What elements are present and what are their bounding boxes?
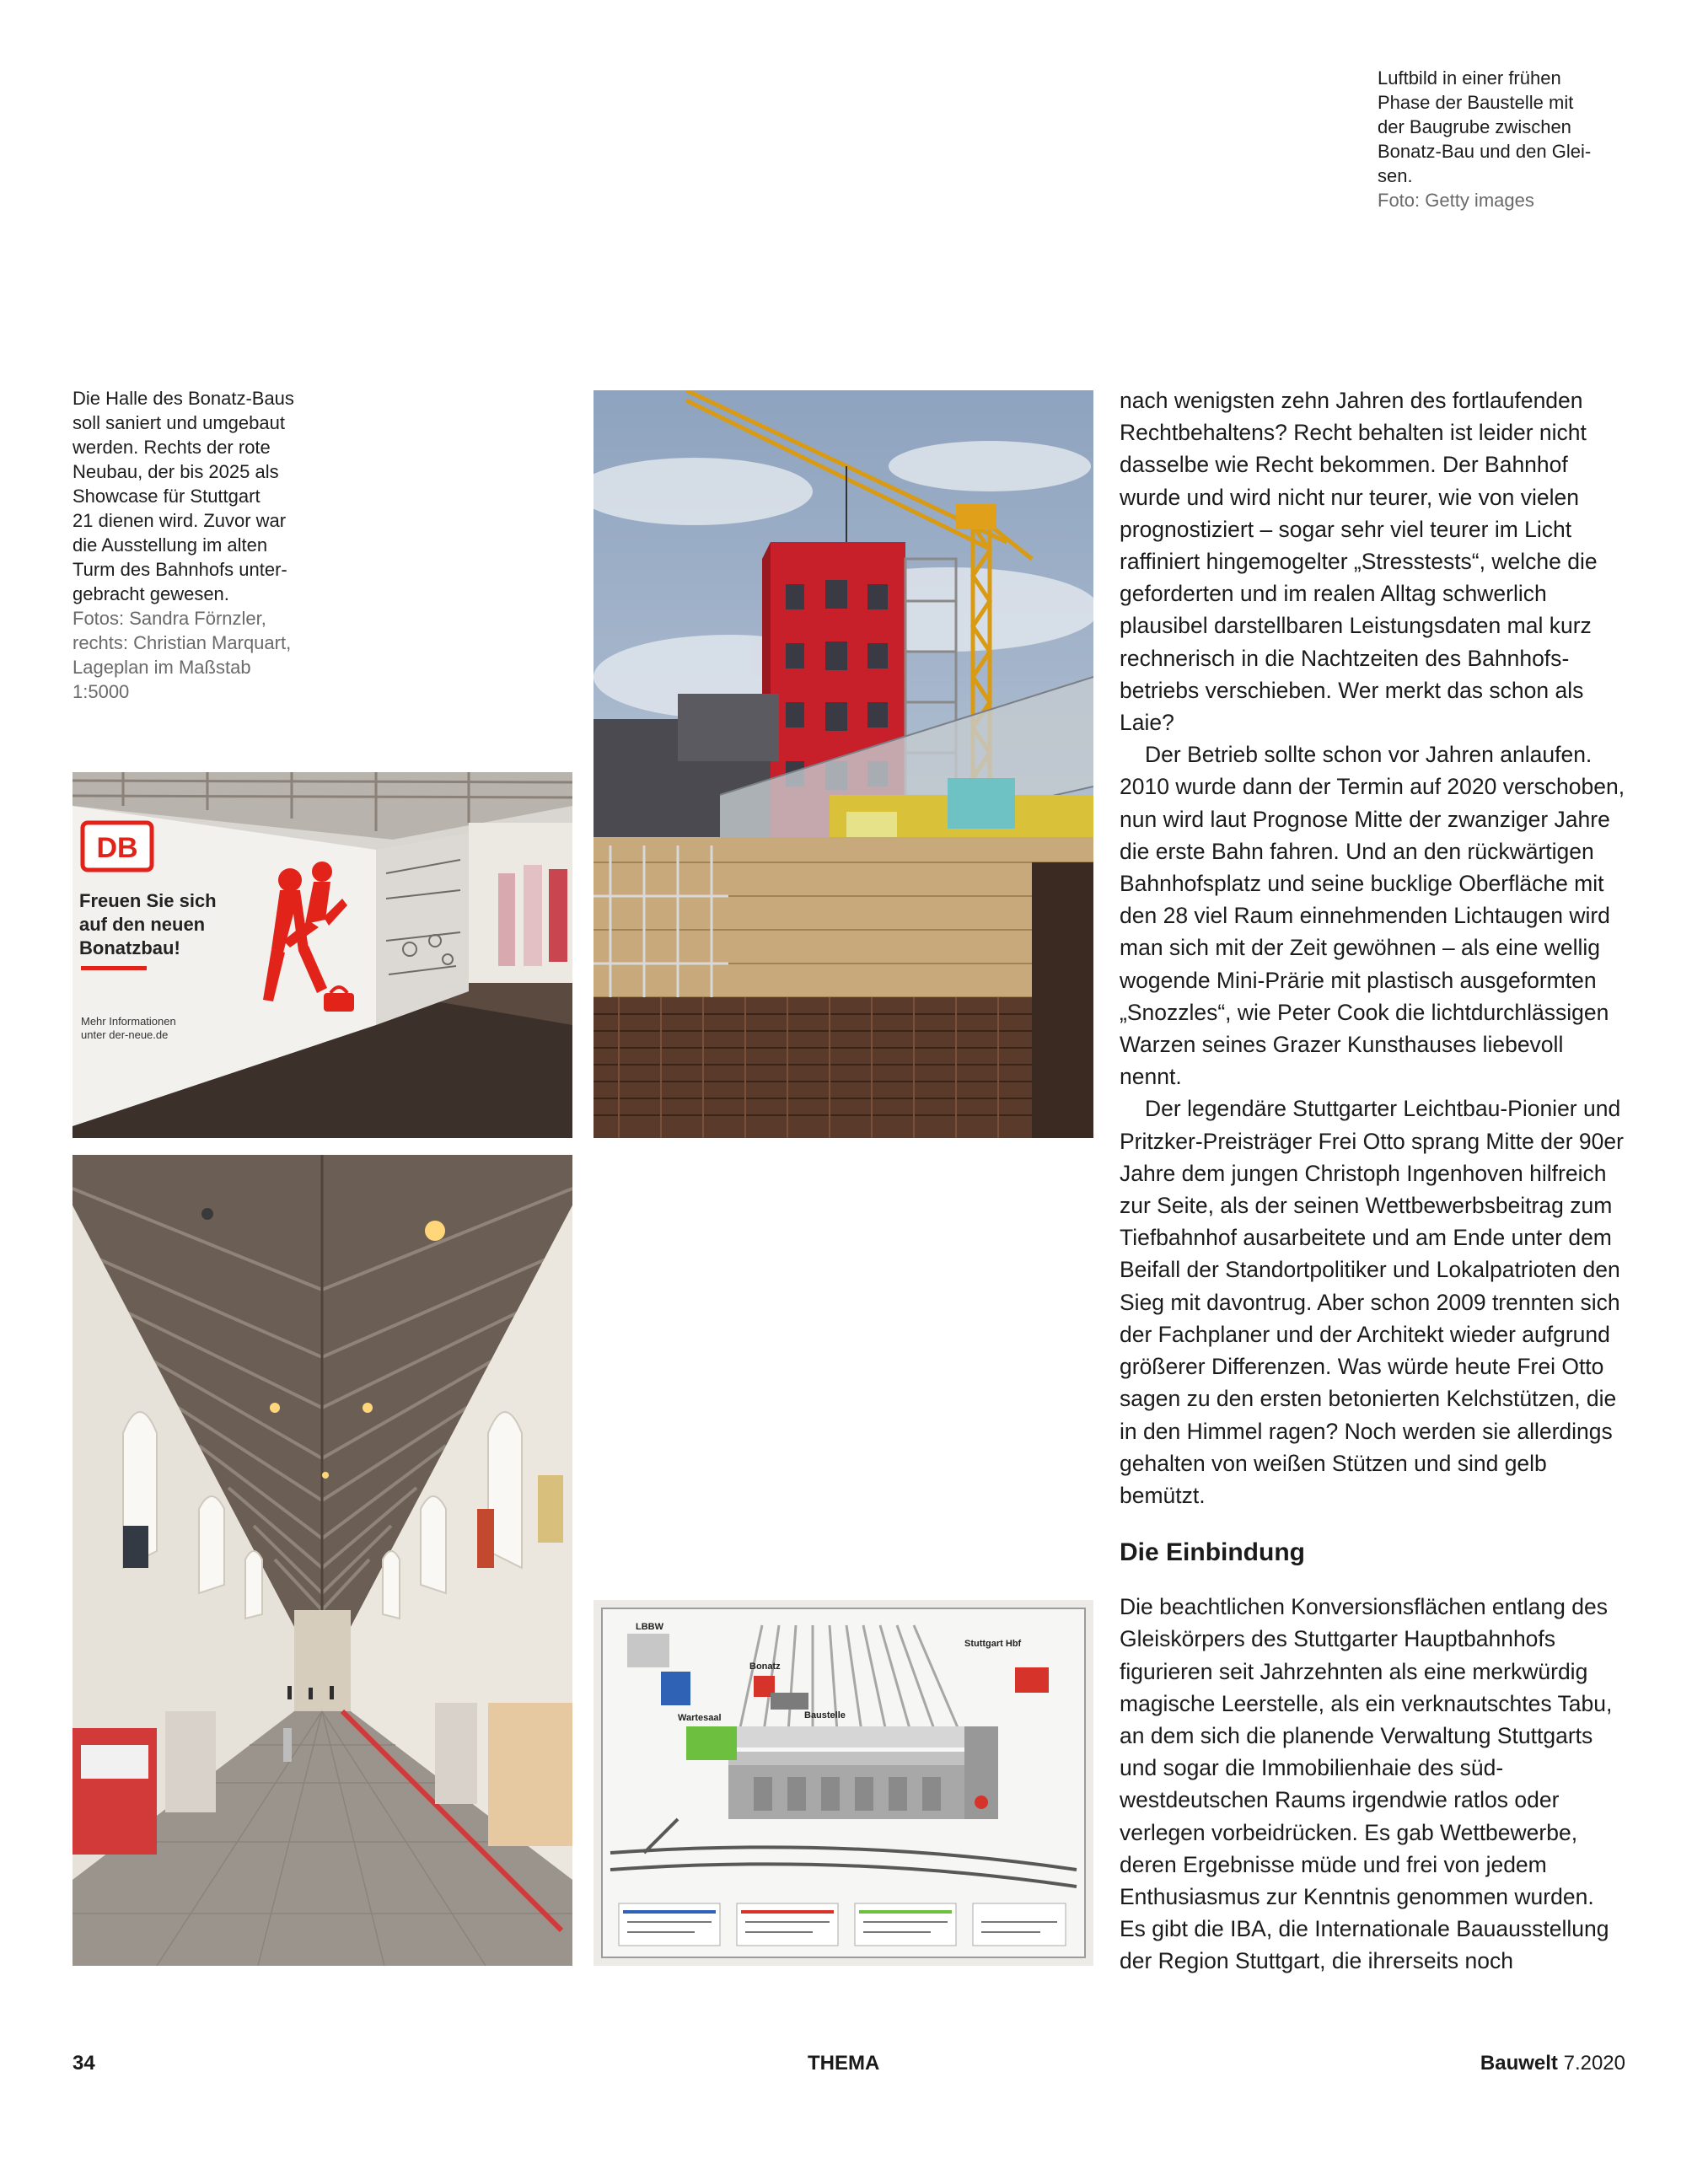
caption-line: Turm des Bahnhofs unter- — [73, 559, 287, 580]
caption-line: Showcase für Stuttgart — [73, 486, 260, 507]
section-label-text: THEMA — [808, 2052, 880, 2075]
caption-bonatz-hall — [73, 386, 325, 704]
magazine-name: Bauwelt — [1480, 2052, 1558, 2075]
caption-line: Die Halle des Bonatz-Baus — [73, 388, 294, 409]
siteplan-label: LBBW — [636, 1622, 663, 1632]
hoarding-info-line: Mehr Informationen — [81, 1015, 176, 1028]
caption-line: die Ausstellung im alten — [73, 534, 268, 556]
photo-site-plan — [594, 1600, 1093, 1966]
section-label — [808, 2050, 879, 2077]
siteplan-label: Baustelle — [804, 1710, 846, 1720]
photo-credit-line: 1:5000 — [73, 681, 130, 702]
caption-line: Bonatz-Bau und den Glei- — [1378, 141, 1592, 162]
hoarding-headline-line: auf den neuen — [79, 914, 206, 935]
body-paragraph: Die beachtlichen Konversionsflächen entlang des Gleiskörpers des Stuttgarter Hauptbahnhofs figurieren seit Jahrzehnten als eine merkwürdig magische Leerstelle, als ein verknautschtes Tabu, an dem sich die planende Verwaltung Stuttgarts und sogar die Immobilienhaie des südwestdeutschen Raums irgendwie ratlos oder verlegen vorbeidrücken. Es gab Wettbewerbe, deren Ergebnisse müde und frei von jedem Enthusiasmus zur Kenntnis genommen wurden. Es gibt die IBA, die Internationale Bauausstellung der Region Stuttgart, die ihrerseits noch — [1120, 1594, 1613, 1974]
body-paragraph: Der Betrieb sollte schon vor Jahren anlaufen. 2010 wurde dann der Termin auf 2020 verschoben, nun wird laut Prognose Mitte der zwanziger Jahre die erste Bahn fahren. Und an den rückwärtigen Bahnhofsplatz und seine bucklige Oberfläche mit den 28 viel Raum einnehmenden Lichtaugen wird man sich mit der Zeit gewöhnen – als eine wellig wogende Mini-Prärie mit plastisch ausgeformten „Snozzles“, wie Peter Cook die lichtdurchlässigen Warzen seines Grazer Kunsthauses liebevoll nennt. — [1120, 742, 1625, 1090]
caption-line: Luftbild in einer frühen — [1378, 67, 1561, 89]
caption-line: werden. Rechts der rote — [73, 437, 271, 458]
caption-line: 21 dienen wird. Zuvor war — [73, 510, 287, 531]
siteplan-label: Bonatz — [749, 1661, 781, 1672]
hoarding-headline-line: Bonatzbau! — [79, 937, 180, 958]
article-body — [1120, 384, 1625, 1978]
photo-credit-line: Fotos: Sandra Förnzler, — [73, 608, 266, 629]
siteplan-label: Wartesaal — [678, 1713, 722, 1723]
photo-credit-line: Lageplan im Maßstab — [73, 657, 251, 678]
page-number — [73, 2050, 95, 2077]
hoarding-headline-line: Freuen Sie sich — [79, 890, 217, 911]
caption-aerial-photo — [1378, 66, 1630, 212]
siteplan-label: Stuttgart Hbf — [964, 1639, 1022, 1649]
caption-line: der Baugrube zwischen — [1378, 116, 1571, 137]
body-paragraph: Der legendäre Stuttgarter Leichtbau-Pionier und Pritzker-Preisträger Frei Otto sprang Mitte der 90er Jahre dem jungen Christoph Ingenhoven hilfreich zur Seite, als der seinen Wettbewerbsbeitrag zum Tiefbahnhof ausarbeitete und am Ende unter dem Beifall der Standortpolitiker und Lokalpatrioten den Sieg mit davontrug. Aber schon 2009 trennten sich der Fachplaner und der Architekt wieder aufgrund größerer Differenzen. Was würde heute Frei Otto sagen zu den ersten betonierten Kelchstützen, die in den Himmel ragen? Noch werden sie allerdings gehalten von weißen Stützen und sind gelb bemützt. — [1120, 1096, 1624, 1508]
photo-credit: Foto: Getty images — [1378, 190, 1534, 211]
issue-number: 7.2020 — [1563, 2052, 1625, 2075]
caption-line: Phase der Baustelle mit — [1378, 92, 1574, 113]
caption-line: soll saniert und umgebaut — [73, 412, 285, 433]
caption-line: Neubau, der bis 2025 als — [73, 461, 279, 482]
photo-db-hoarding — [73, 772, 572, 1138]
caption-line: gebracht gewesen. — [73, 583, 229, 604]
hoarding-info-line: unter der-neue.de — [81, 1028, 169, 1041]
db-logo-text: DB — [96, 832, 138, 864]
photo-credit-line: rechts: Christian Marquart, — [73, 632, 292, 653]
caption-line: sen. — [1378, 165, 1413, 186]
body-paragraph: nach wenigsten zehn Jahren des fortlaufenden Rechtbehaltens? Recht behalten ist leider nicht dasselbe wie Recht bekommen. Der Bahnhof wurde und wird nicht nur teurer, wie von vielen prognostiziert – sogar sehr viel teurer im Licht raffiniert hingemogelter „Stresstests“, welche die geforderten und im realen Alltag schwerlich plausibel darstellbaren Leistungsdaten mal kurz rechnerisch in die Nachtzeiten des Bahnhofsbetriebs verschieben. Wer merkt das schon als Laie? — [1120, 388, 1598, 736]
photo-bonatz-hall — [73, 1155, 572, 1966]
section-heading: Die Einbindung — [1120, 1538, 1305, 1567]
photo-construction-site — [594, 390, 1093, 1138]
svg-text:Mehr Informationen unter — [81, 1015, 179, 1041]
page-number-text: 34 — [73, 2052, 95, 2075]
magazine-issue — [1480, 2050, 1625, 2077]
